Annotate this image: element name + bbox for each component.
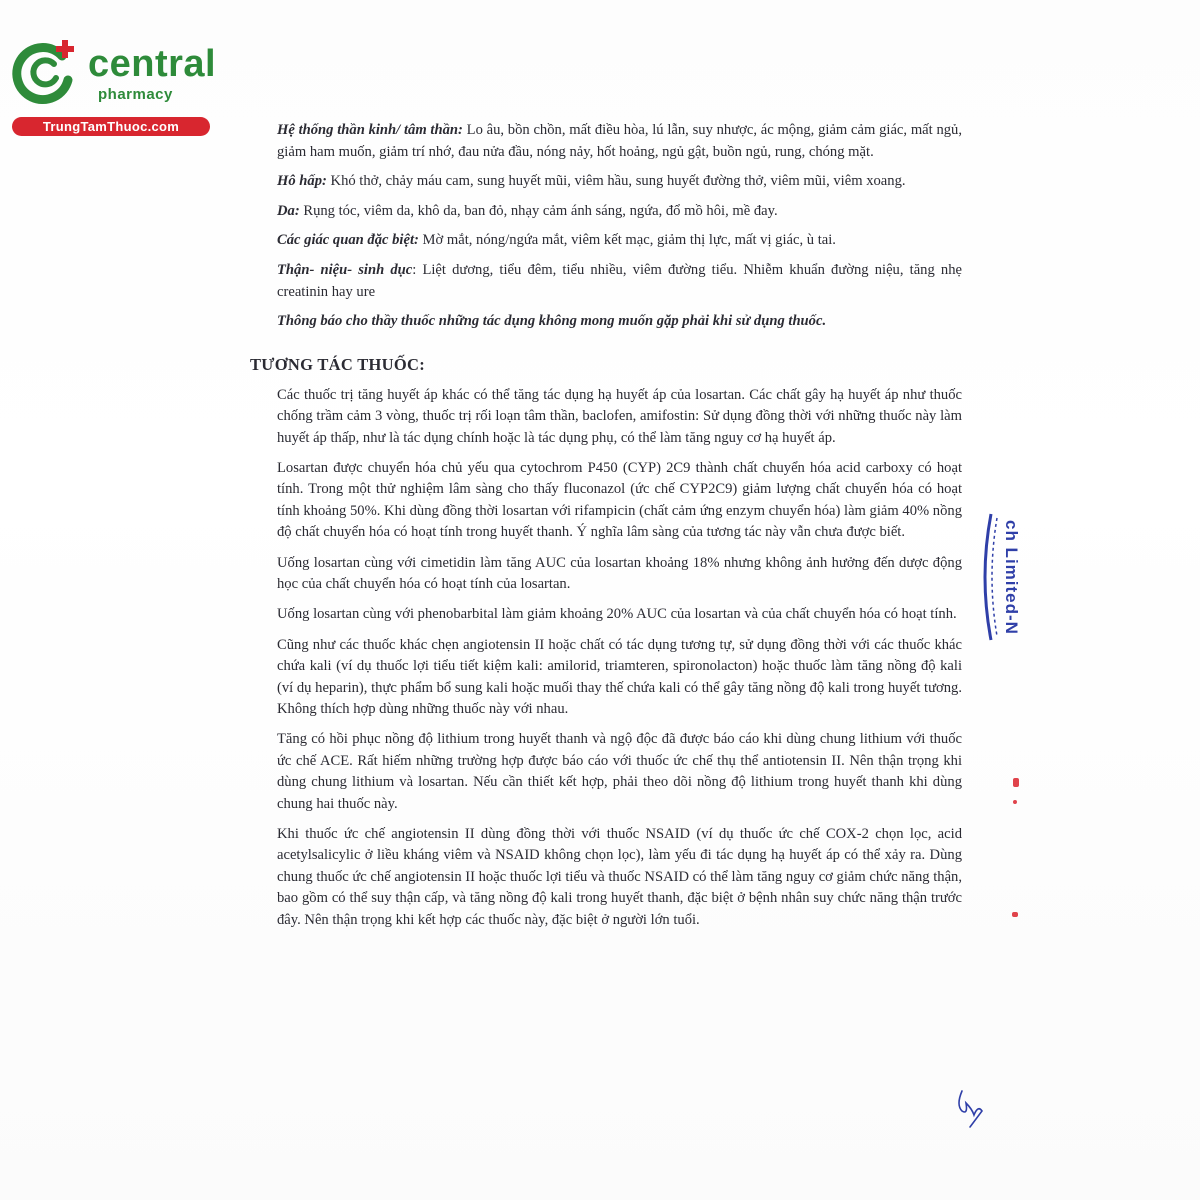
- adverse-label: Da:: [277, 202, 300, 219]
- adverse-item-urogenital: [277, 260, 962, 303]
- adverse-notice: Thông báo cho thầy thuốc những tác dụng không mong muốn gặp phải khi sử dụng thuốc.: [277, 313, 827, 330]
- central-pharmacy-logo-icon: [10, 36, 82, 108]
- company-stamp: [983, 510, 1031, 645]
- adverse-label: Thận- niệu- sinh dục: [277, 261, 413, 278]
- interaction-paragraph: Losartan được chuyển hóa chủ yếu qua cytochrom P450 (CYP) 2C9 thành chất chuyển hóa acid carboxy có hoạt tính. Trong một thử nghiệm lâm sàng cho thấy fluconazol (ức chế CYP2C9) giảm lượng chất chuyển hóa có hoạt tính khoảng 50%. Khi dùng đồng thời losartan với rifampicin (chất cảm ứng enzym chuyển hóa) làm giảm 40% nồng độ chất chuyển hóa có hoạt tính trong huyết thanh. Ý nghĩa lâm sàng của tương tác này vẫn chưa được biết.: [277, 459, 962, 541]
- interaction-paragraph: Cũng như các thuốc khác chẹn angiotensin II hoặc chất có tác dụng tương tự, sử dụng đồng thời với các thuốc khác chứa kali (ví dụ thuốc lợi tiểu tiết kiệm kali: amilorid, triamteren, spironolacton) hoặc thuốc làm tăng nồng độ kali (ví dụ heparin), thực phẩm bổ sung kali hoặc muối thay thế chứa kali có thể gây tăng nồng độ kali trong huyết tương. Không thích hợp dùng những thuốc này với nhau.: [277, 636, 962, 718]
- stamp-text: ch Limited-N: [1002, 520, 1021, 635]
- adverse-text: Khó thở, chảy máu cam, sung huyết mũi, viêm hầu, sung huyết đường thở, viêm mũi, viêm xoang.: [326, 173, 906, 190]
- edge-mark: [1012, 912, 1018, 917]
- logo-subtitle: pharmacy: [98, 86, 173, 103]
- interaction-paragraph: Khi thuốc ức chế angiotensin II dùng đồng thời với thuốc NSAID (ví dụ thuốc ức chế COX-2 chọn lọc, acid acetylsalicylic ở liều kháng viêm và NSAID không chọn lọc), làm yếu đi tác dụng hạ huyết áp có thể xảy ra. Dùng chung thuốc ức chế angiotensin II hoặc thuốc lợi tiểu và thuốc NSAID có thể làm tăng nguy cơ giảm chức năng thận, bao gồm có thể suy thận cấp, và tăng nồng độ kali trong huyết thanh, đặc biệt ở bệnh nhân suy chức năng thận trước đây. Nên thận trọng khi kết hợp các thuốc này, đặc biệt ở người lớn tuổi.: [277, 826, 962, 928]
- edge-mark: [1013, 800, 1017, 804]
- interaction-paragraph: Uống losartan cùng với cimetidin làm tăng AUC của losartan khoảng 18% nhưng không ảnh hưởng đến dược động học của chất chuyển hóa có hoạt tính của losartan.: [277, 554, 962, 592]
- adverse-label: Các giác quan đặc biệt:: [277, 232, 419, 249]
- adverse-text: Mờ mắt, nóng/ngứa mắt, viêm kết mạc, giảm thị lực, mất vị giác, ù tai.: [418, 232, 836, 249]
- logo-wordmark: central: [88, 43, 217, 85]
- interaction-paragraph: Các thuốc trị tăng huyết áp khác có thể tăng tác dụng hạ huyết áp của losartan. Các chất gây hạ huyết áp như thuốc chống trầm cảm 3 vòng, thuốc trị rối loạn tâm thần, baclofen, amifostin: Sử dụng đồng thời với những thuốc này làm huyết áp thấp, như là tác dụng chính hoặc là tác dụng phụ, có thể làm tăng nguy cơ hạ huyết áp.: [277, 386, 962, 446]
- adverse-item-skin: [277, 201, 962, 223]
- interaction-paragraph: Uống losartan cùng với phenobarbital làm giảm khoảng 20% AUC của losartan và của chất chuyển hóa có hoạt tính.: [277, 606, 957, 623]
- adverse-text: : Liệt dương, tiểu đêm, tiểu nhiều, viêm đường tiểu. Nhiễm khuẩn đường niệu, tăng nhẹ creatinin hay ure: [277, 261, 962, 300]
- adverse-item-senses: [277, 230, 962, 252]
- interaction-paragraph: Tăng có hồi phục nồng độ lithium trong huyết thanh và ngộ độc đã được báo cáo khi dùng chung lithium với thuốc ức chế ACE. Rất hiếm những trường hợp được báo cáo với thuốc ức chế thụ thể antiotensin II. Nên thận trọng khi dùng chung lithium và losartan. Nếu cần thiết kết hợp, phải theo dõi nồng độ lithium trong huyết thanh khi dùng chung hai thuốc này.: [277, 731, 962, 812]
- signature-icon: [952, 1085, 992, 1130]
- adverse-label: Hô hấp:: [277, 173, 327, 190]
- adverse-text: Lo âu, bồn chồn, mất điều hòa, lú lẫn, suy nhược, ác mộng, giảm cảm giác, mất ngủ, giảm ham muốn, giảm trí nhớ, đau nửa đầu, nóng nảy, hốt hoảng, ngủ gật, buồn ngủ, rung, chóng mặt.: [277, 122, 962, 160]
- adverse-item-nervous: [277, 120, 962, 163]
- logo-site-badge: TrungTamThuoc.com: [12, 117, 210, 136]
- document-content: [250, 120, 962, 940]
- edge-mark: [1013, 778, 1019, 787]
- pharmacy-logo[interactable]: [10, 36, 215, 136]
- adverse-item-respiratory: [277, 171, 962, 193]
- adverse-text: Rụng tóc, viêm da, khô da, ban đỏ, nhạy cảm ánh sáng, ngứa, đổ mồ hôi, mề đay.: [299, 202, 778, 219]
- section-heading-interactions: TƯƠNG TÁC THUỐC:: [250, 354, 426, 374]
- adverse-label: Hệ thống thần kinh/ tâm thần:: [277, 122, 463, 138]
